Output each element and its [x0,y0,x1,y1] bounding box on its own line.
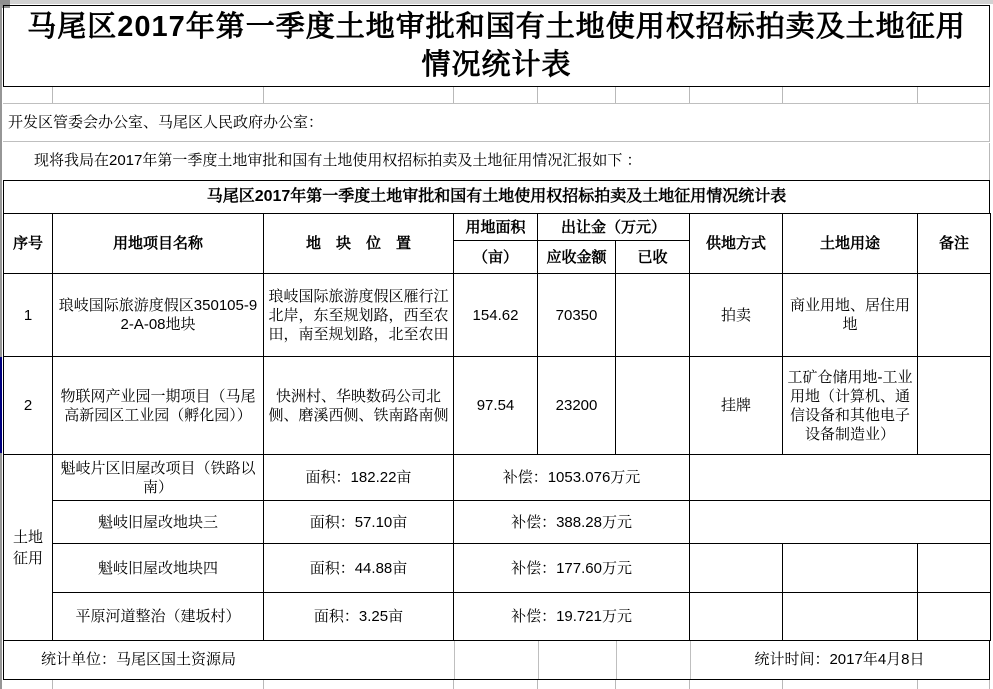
requisition-area: 面积：44.88亩 [264,544,454,593]
salutation-line: 开发区管委会办公室、马尾区人民政府办公室： [3,104,990,142]
cell-area: 154.62 [454,274,538,357]
header-project: 用地项目名称 [53,214,264,274]
requisition-compensation: 补偿：388.28万元 [454,501,690,544]
cell-remark [918,357,991,455]
requisition-empty-cell [783,544,918,593]
header-remark: 备注 [918,214,991,274]
cell-remark [918,274,991,357]
requisition-empty-cell [690,455,991,501]
requisition-compensation: 补偿：19.721万元 [454,593,690,641]
requisition-empty-cell [690,544,783,593]
document-title [3,5,990,87]
cell-received [616,274,690,357]
window-left-edge [0,4,2,689]
statistics-date: 统计时间：2017年4月8日 [754,651,925,668]
requisition-empty-cell [690,501,991,544]
requisition-empty-cell [918,544,991,593]
requisition-project: 平原河道整治（建坂村） [53,593,264,641]
statistics-table [3,213,991,641]
requisition-project: 魁岐旧屋改地块四 [53,544,264,593]
requisition-row [4,593,991,641]
requisition-area: 面积：182.22亩 [264,455,454,501]
requisition-row [4,455,991,501]
cell-receivable: 70350 [538,274,616,357]
cell-supply: 拍卖 [690,274,783,357]
statistics-unit: 统计单位：马尾区国土资源局 [41,651,237,668]
cell-location: 快洲村、华映数码公司北侧、磨溪西侧、铁南路南侧 [264,357,454,455]
table-row [4,357,991,455]
requisition-row [4,501,991,544]
cell-location: 琅岐国际旅游度假区雁行江北岸，东至规划路，西至农田，南至规划路，北至农田 [264,274,454,357]
cell-project: 琅岐国际旅游度假区350105-92-A-08地块 [53,274,264,357]
requisition-area: 面积：57.10亩 [264,501,454,544]
requisition-empty-cell [783,593,918,641]
header-land-use: 土地用途 [783,214,918,274]
document-title-line1: 马尾区2017年第一季度土地审批和国有土地使用权招标拍卖及土地征用 [27,11,966,43]
cell-land-use: 工矿仓储用地-工业用地（计算机、通信设备和其他电子设备制造业） [783,357,918,455]
row-selection-indicator [0,357,2,453]
table-footer [3,640,990,680]
header-area: 用地面积 [454,214,538,241]
table-row [4,274,991,357]
requisition-section-label: 土地征用 [4,455,53,641]
cell-seq: 1 [4,274,53,357]
header-area-unit: （亩） [454,241,538,274]
window-top-edge [0,0,993,4]
requisition-project: 魁岐旧屋改地块三 [53,501,264,544]
cell-received [616,357,690,455]
cell-land-use: 商业用地、居住用地 [783,274,918,357]
cell-supply: 挂牌 [690,357,783,455]
table-caption: 马尾区2017年第一季度土地审批和国有土地使用权招标拍卖及土地征用情况统计表 [3,180,990,213]
header-location: 地 块 位 置 [264,214,454,274]
requisition-compensation: 补偿：177.60万元 [454,544,690,593]
requisition-empty-cell [690,593,783,641]
intro-line: 现将我局在2017年第一季度土地审批和国有土地使用权招标拍卖及土地征用情况汇报如下 ： [3,143,990,180]
cell-project: 物联网产业园一期项目（马尾高新园区工业园（孵化园）） [53,357,264,455]
document-title-line2: 情况统计表 [421,49,572,81]
header-row-1 [4,214,991,241]
requisition-row [4,544,991,593]
requisition-compensation: 补偿：1053.076万元 [454,455,690,501]
cell-receivable: 23200 [538,357,616,455]
cell-area: 97.54 [454,357,538,455]
header-seq: 序号 [4,214,53,274]
cell-seq: 2 [4,357,53,455]
header-receivable: 应收金额 [538,241,616,274]
requisition-project: 魁岐片区旧屋改项目（铁路以南） [53,455,264,501]
header-supply-method: 供地方式 [690,214,783,274]
empty-grid-row-bottom [3,680,990,689]
requisition-area: 面积：3.25亩 [264,593,454,641]
header-received: 已收 [616,241,690,274]
header-transfer-fee: 出让金（万元） [538,214,690,241]
requisition-empty-cell [918,593,991,641]
empty-grid-row-top [3,87,990,104]
